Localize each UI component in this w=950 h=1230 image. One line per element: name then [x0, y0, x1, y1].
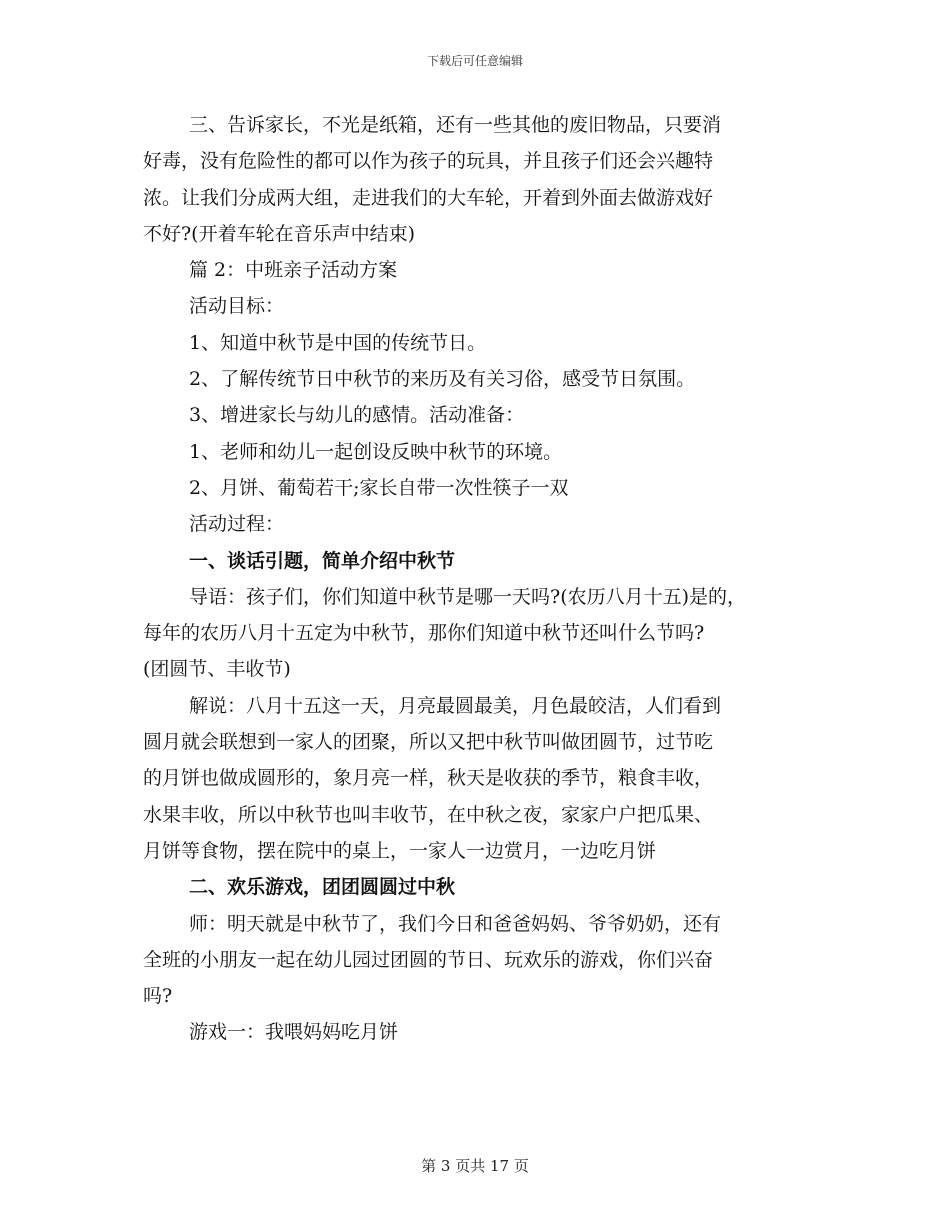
paragraph-line: 师：明天就是中秋节了，我们今日和爸爸妈妈、爷爷奶奶，还有	[189, 912, 722, 935]
paragraph-line: 导语：孩子们，你们知道中秋节是哪一天吗?(农历八月十五)是的，	[189, 585, 747, 608]
list-item: 3、增进家长与幼儿的感情。活动准备：	[189, 404, 525, 427]
paragraph-line: 月饼等食物，摆在院中的桌上，一家人一边赏月，一边吃月饼	[143, 839, 657, 862]
bold-heading: 二、欢乐游戏，团团圆圆过中秋	[189, 876, 456, 899]
paragraph-line: 好毒，没有危险性的都可以作为孩子的玩具，并且孩子们还会兴趣特	[143, 150, 714, 173]
paragraph-line: 水果丰收，所以中秋节也叫丰收节，在中秋之夜，家家户户把瓜果、	[143, 803, 714, 826]
paragraph-line: 不好?(开着车轮在音乐声中结束)	[143, 222, 416, 245]
page-header: 下载后可任意编辑	[426, 54, 523, 68]
paragraph-line: (团圆节、丰收节)	[143, 658, 291, 681]
paragraph-line: 全班的小朋友一起在幼儿园过团圆的节日、玩欢乐的游戏，你们兴奋	[143, 948, 714, 971]
subheading: 活动目标：	[189, 295, 285, 318]
list-item: 2、了解传统节日中秋节的来历及有关习俗，感受节日氛围。	[189, 368, 696, 391]
document-body	[143, 107, 808, 1051]
page-footer: 第 3 页共 17 页	[421, 1157, 529, 1175]
paragraph-line: 吗?	[143, 985, 173, 1008]
bold-heading: 一、谈话引题，简单介绍中秋节	[189, 549, 456, 572]
paragraph-line: 游戏一：我喂妈妈吃月饼	[189, 1021, 399, 1044]
list-item: 1、知道中秋节是中国的传统节日。	[189, 331, 487, 354]
paragraph-line: 解说：八月十五这一天，月亮最圆最美，月色最皎洁，人们看到	[189, 694, 722, 717]
paragraph-line: 三、告诉家长，不光是纸箱，还有一些其他的废旧物品，只要消	[189, 114, 722, 136]
paragraph-line: 浓。让我们分成两大组，走进我们的大车轮，开着到外面去做游戏好	[143, 186, 714, 209]
list-item: 2、月饼、葡萄若干;家长自带一次性筷子一双	[189, 476, 569, 499]
paragraph-line: 每年的农历八月十五定为中秋节，那你们知道中秋节还叫什么节吗?	[143, 622, 705, 645]
list-item: 1、老师和幼儿一起创设反映中秋节的环境。	[189, 440, 563, 463]
subheading: 活动过程：	[189, 513, 285, 536]
paragraph-line: 的月饼也做成圆形的，象月亮一样，秋天是收获的季节，粮食丰收，	[143, 767, 714, 790]
section-title: 篇 2：中班亲子活动方案	[189, 259, 398, 282]
paragraph-line: 圆月就会联想到一家人的团聚，所以又把中秋节叫做团圆节，过节吃	[143, 731, 714, 754]
